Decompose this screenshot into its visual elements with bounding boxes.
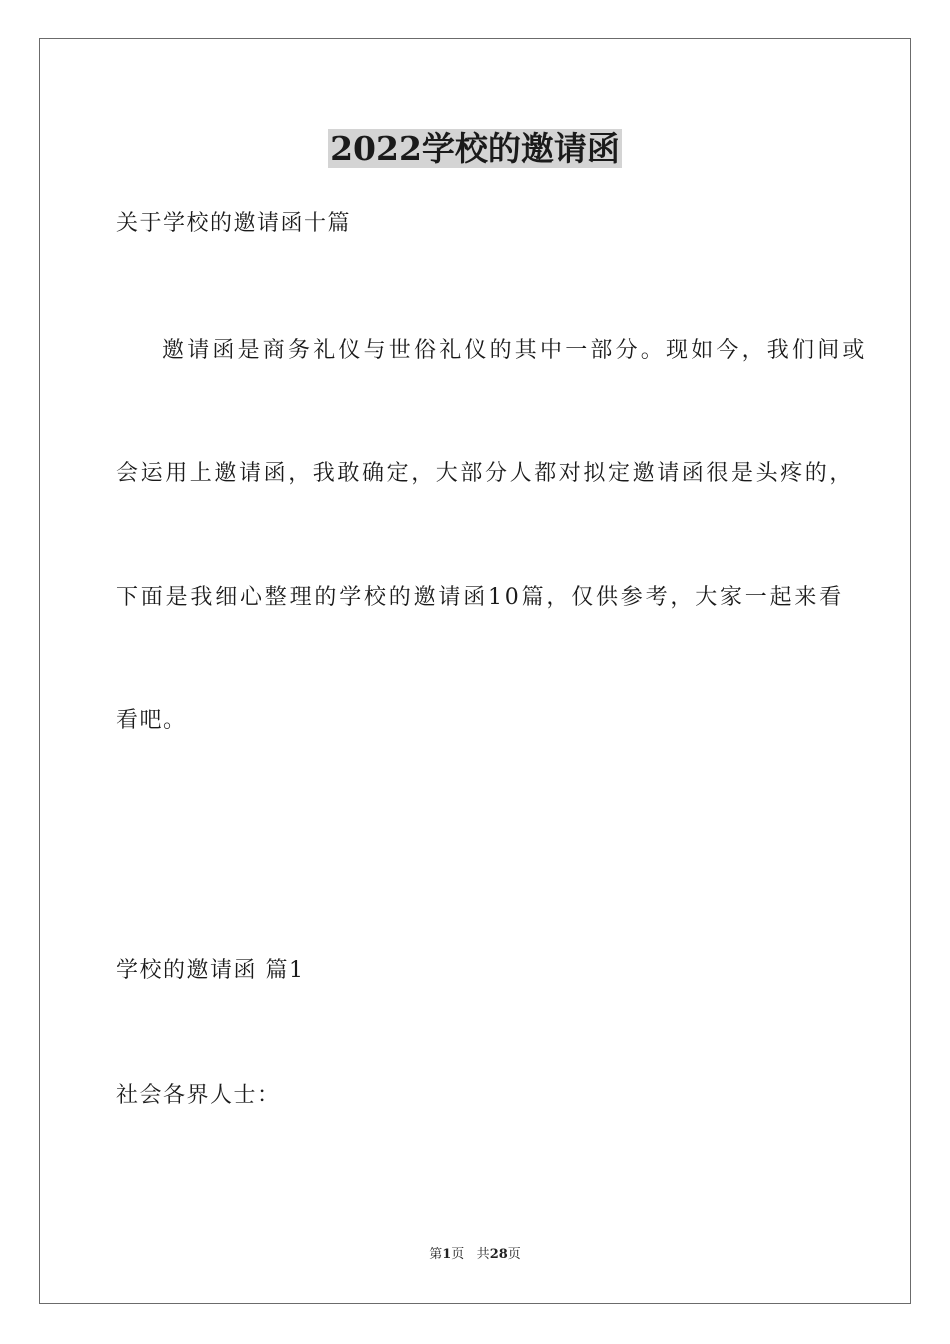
intro-line-1: 邀请函是商务礼仪与世俗礼仪的其中一部分。现如今，我们间或 [162,338,868,363]
section-heading: 学校的邀请函 篇1 [116,958,305,983]
footer-total-suffix: 页 [507,1247,521,1262]
footer-total-pages: 28 [489,1247,508,1262]
footer-page-prefix: 第 [429,1247,443,1262]
intro-line-3: 下面是我细心整理的学校的邀请函10篇，仅供参考，大家一起来看 [116,585,844,610]
intro-line-2: 会运用上邀请函，我敢确定，大部分人都对拟定邀请函很是头疼的， [116,461,855,486]
document-title [0,127,950,171]
document-title-text: 2022学校的邀请函 [330,129,620,168]
footer-total-prefix: 共 [476,1247,490,1262]
footer-page-suffix: 页 [451,1247,465,1262]
salutation: 社会各界人士： [116,1083,281,1108]
document-subtitle: 关于学校的邀请函十篇 [116,211,352,236]
page-footer [0,1246,950,1264]
footer-page-number: 1 [442,1247,452,1262]
intro-line-4: 看吧。 [116,708,187,733]
